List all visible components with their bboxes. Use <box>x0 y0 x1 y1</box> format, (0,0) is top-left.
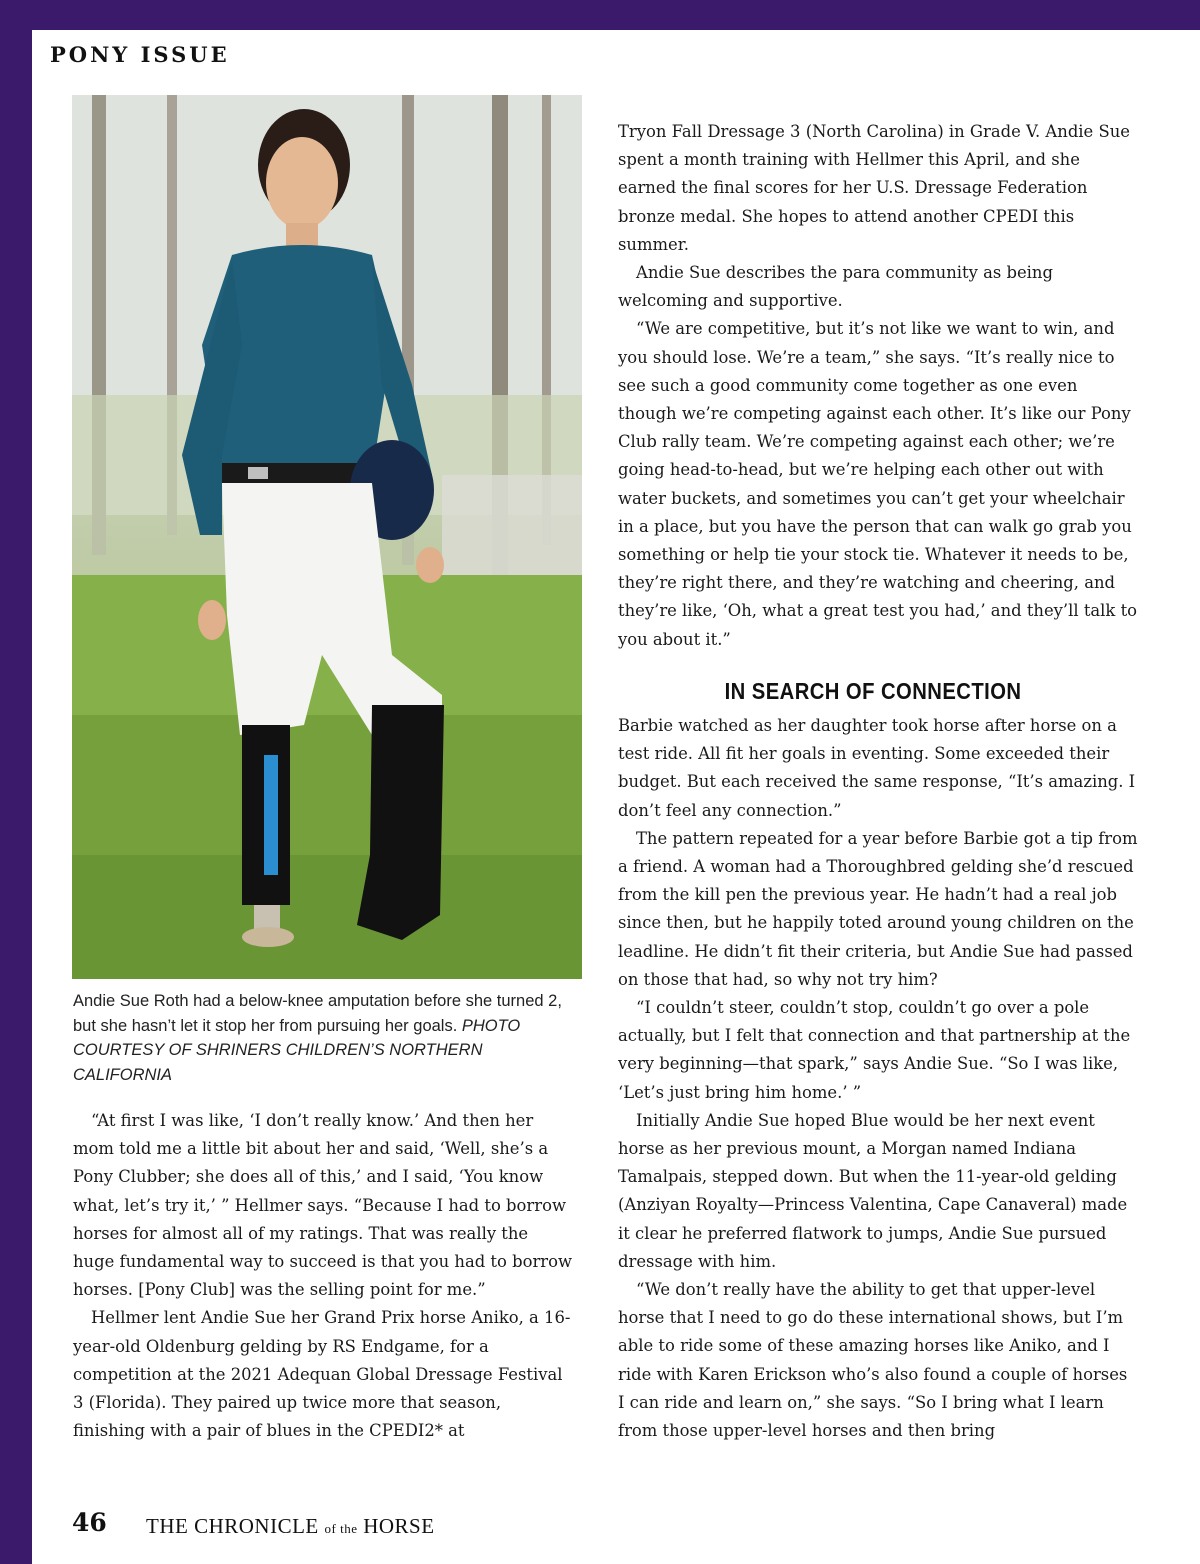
left-text-column <box>73 1107 573 1445</box>
photo-caption <box>73 989 585 1087</box>
paragraph: “At first I was like, ‘I don’t really know.’ And then her mom told me a little bit about her and said, ‘Well, she’s a Pony Clubber; she does all of this,’ and I said, ‘You know what, let’s try it,’ ” Hellmer says. “Because I had to borrow horses for almost all of my ratings. That was really the huge fundamental way to succeed is that you had to borrow horses. [Pony Club] was the selling point for me.” <box>73 1111 573 1300</box>
section-label: PONY ISSUE <box>50 42 230 67</box>
masthead-part: HORSE <box>363 1514 435 1538</box>
paragraph: Andie Sue describes the para community as being welcoming and supportive. <box>618 263 1053 311</box>
right-text-column-bottom <box>618 712 1138 1445</box>
paragraph: Barbie watched as her daughter took horse after horse on a test ride. All fit her goals in eventing. Some exceeded their budget. But each received the same response, “It’s amazing. I don’t feel any connection.” <box>618 716 1136 820</box>
left-border <box>0 0 32 1564</box>
magazine-masthead <box>146 1514 435 1539</box>
paragraph: “We are competitive, but it’s not like we want to win, and you should lose. We’re a team,” she says. “It’s really nice to see such a good community come together as one even though we’re competing against each other. It’s like our Pony Club rally team. We’re competing against each other; we’re going head-to-head, but we’re helping each other out with water buckets, and sometimes you can’t get your wheelchair in a place, but you have the person that can walk go grab you something or help tie your stock tie. Whatever it needs to be, they’re right there, and they’re watching and cheering, and they’re like, ‘Oh, what a great test you had,’ and they’ll talk to you about it.” <box>618 319 1138 649</box>
photo <box>72 95 582 979</box>
right-text-column-top <box>618 118 1138 654</box>
photo-icon <box>72 95 582 979</box>
subhead: IN SEARCH OF CONNECTION <box>724 678 1022 704</box>
page-number: 46 <box>72 1508 107 1537</box>
paragraph: “We don’t really have the ability to get that upper-level horse that I need to go do these international shows, but I’m able to ride some of these amazing horses like Aniko, and I ride with Karen Erickson who’s also found a couple of horses I can ride and learn on,” she says. “So I bring what I learn from those upper-level horses and then bring <box>618 1280 1128 1441</box>
photo-credit: PHOTO COURTESY OF SHRINERS CHILDREN’S NORTHERN CALIFORNIA <box>73 1016 521 1084</box>
masthead-of: of the <box>324 1521 358 1536</box>
paragraph: Initially Andie Sue hoped Blue would be her next event horse as her previous mount, a Morgan named Indiana Tamalpais, stepped down. But when the 11-year-old gelding (Anziyan Royalty—Princess Valentina, Cape Canaveral) made it clear he preferred flatwork to jumps, Andie Sue pursued dressage with him. <box>618 1110 1128 1271</box>
masthead-part: THE CHRONICLE <box>146 1514 319 1538</box>
caption-text: Andie Sue Roth had a below-knee amputation before she turned 2, but she hasn’t let it stop her from pursuing her goals. <box>73 992 562 1035</box>
paragraph: Tryon Fall Dressage 3 (North Carolina) in Grade V. Andie Sue spent a month training with Hellmer this April, and she earned the final scores for her U.S. Dressage Federation bronze medal. She hopes to attend another CPEDI this summer. <box>618 122 1130 254</box>
paragraph: Hellmer lent Andie Sue her Grand Prix horse Aniko, a 16-year-old Oldenburg gelding by RS Endgame, for a competition at the 2021 Adequan Global Dressage Festival 3 (Florida). They paired up twice more that season, finishing with a pair of blues in the CPEDI2* at <box>73 1308 571 1441</box>
top-border <box>0 0 1200 30</box>
paragraph: “I couldn’t steer, couldn’t stop, couldn’t go over a pole actually, but I felt that connection and that partnership at the very beginning—that spark,” says Andie Sue. “So I was like, ‘Let’s just bring him home.’ ” <box>618 998 1131 1102</box>
paragraph: The pattern repeated for a year before Barbie got a tip from a friend. A woman had a Thoroughbred gelding she’d rescued from the kill pen the previous year. He hadn’t had a real job since then, but he happily toted around young children on the leadline. He didn’t fit their criteria, but Andie Sue had passed on those that had, so why not try him? <box>618 828 1138 989</box>
